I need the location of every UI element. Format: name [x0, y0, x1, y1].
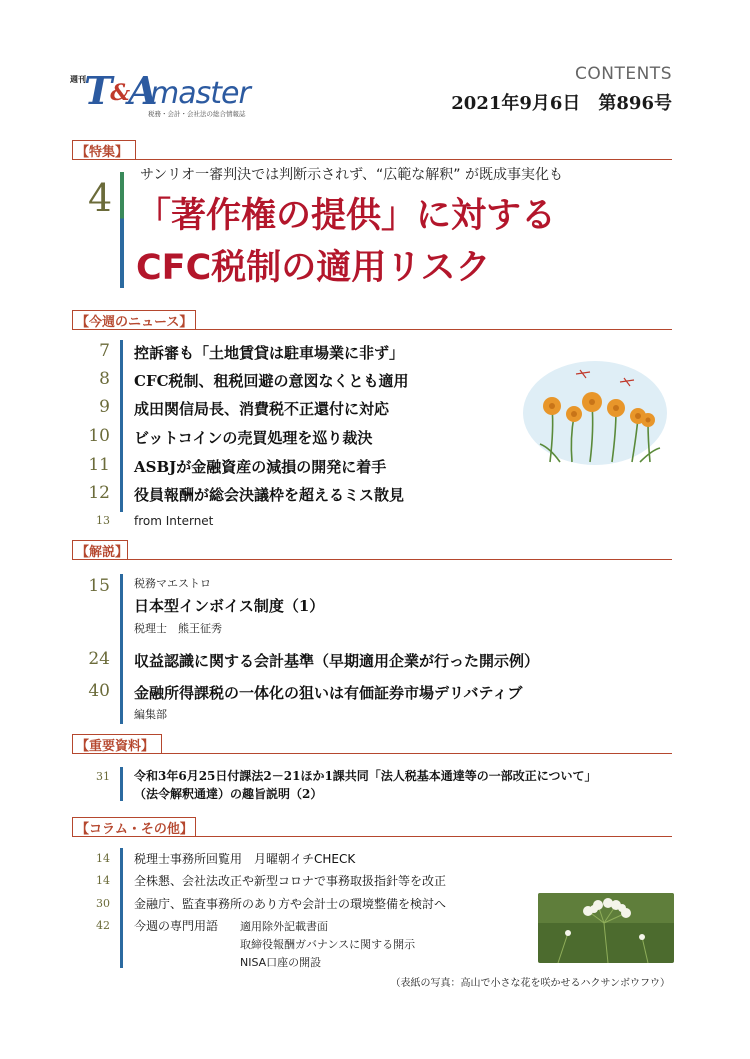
section-columns-header — [72, 817, 672, 839]
news-page-number: 8 — [99, 369, 110, 389]
section-commentary-header — [72, 540, 672, 562]
news-page-number: 7 — [99, 341, 110, 361]
news-accent-bar — [120, 340, 123, 512]
cosmos-flower-illustration — [520, 358, 670, 468]
columns-page-number: 42 — [96, 919, 110, 932]
commentary-item-title[interactable]: 日本型インボイス制度（1） — [134, 597, 325, 615]
news-item-title[interactable]: 役員報酬が総会決議枠を超えるミス散見 — [134, 486, 405, 504]
logo-master-text: master — [150, 76, 250, 111]
term-item[interactable]: 適用除外記載書面 — [240, 920, 328, 933]
feature-accent-bar — [120, 172, 124, 288]
columns-page-number: 14 — [96, 874, 110, 887]
cover-photo-thumbnail — [538, 893, 674, 963]
commentary-item-title[interactable]: 金融所得課税の一体化の狙いは有価証券市場デリバティブ — [134, 684, 523, 702]
issue-date-number: 2021年9月6日 第896号 — [451, 93, 672, 114]
commentary-kicker: 税務マエストロ — [134, 577, 211, 590]
section-title: 【重要資料】 — [76, 739, 155, 754]
feature-page-number: 4 — [88, 176, 113, 220]
news-item-title[interactable]: 成田関信局長、消費税不正還付に対応 — [134, 400, 390, 418]
documents-accent-bar — [120, 767, 123, 801]
commentary-page-number: 24 — [88, 649, 110, 669]
columns-page-number: 14 — [96, 852, 110, 865]
columns-item-title[interactable]: 全株懇、会社法改正や新型コロナで事務取扱指針等を改正 — [134, 874, 447, 888]
section-title: 【コラム・その他】 — [76, 822, 193, 837]
news-item-title[interactable]: 控訴審も「土地賃貸は駐車場業に非ず」 — [134, 344, 405, 362]
feature-title-line1[interactable]: 「著作権の提供」に対する — [136, 196, 557, 236]
section-documents-header — [72, 734, 672, 756]
section-rule — [196, 329, 672, 330]
section-title: 【今週のニュース】 — [76, 315, 193, 330]
feature-title-line2[interactable]: CFC税制の適用リスク — [136, 248, 491, 288]
columns-item-title[interactable]: 今週の専門用語 — [134, 919, 219, 933]
commentary-author: 税理士 熊王征秀 — [134, 622, 222, 635]
news-item-title[interactable]: ASBJが金融資産の減損の開発に着手 — [134, 458, 387, 476]
section-rule — [136, 159, 672, 160]
section-title: 【特集】 — [76, 145, 129, 160]
term-item[interactable]: NISA口座の開設 — [240, 956, 322, 969]
news-page-number: 9 — [99, 397, 110, 417]
news-page-number: 11 — [88, 455, 110, 475]
logo-weekly-label: 週刊 — [70, 75, 86, 84]
logo-subtitle: 税務・会計・会社法の総合情報誌 — [148, 110, 246, 118]
section-rule — [162, 753, 672, 754]
logo-ta-mark: T&A — [84, 68, 156, 113]
magazine-logo — [70, 66, 270, 118]
columns-item-title[interactable]: 税理士事務所回覧用 月曜朝イチCHECK — [134, 852, 356, 866]
contents-label: CONTENTS — [575, 64, 672, 84]
term-item[interactable]: 取締役報酬ガバナンスに関する開示 — [240, 938, 416, 951]
columns-accent-bar — [120, 848, 123, 968]
commentary-page-number: 40 — [88, 681, 110, 701]
documents-page-number: 31 — [96, 770, 110, 783]
columns-item-title[interactable]: 金融庁、監査事務所のあり方や会計士の環境整備を検討へ — [134, 897, 447, 911]
section-title: 【解説】 — [76, 545, 129, 560]
news-item-title[interactable]: CFC税制、租税回避の意図なくとも適用 — [134, 372, 409, 390]
news-page-number: 10 — [88, 426, 110, 446]
feature-subtitle: サンリオ一審判決では判断示されず、“広範な解釈” が既成事実化も — [140, 167, 563, 183]
news-page-number: 13 — [96, 514, 110, 527]
section-rule — [128, 559, 672, 560]
section-news-header — [72, 310, 672, 332]
news-item-title[interactable]: from Internet — [134, 514, 214, 528]
commentary-page-number: 15 — [88, 576, 110, 596]
news-page-number: 12 — [88, 483, 110, 503]
columns-page-number: 30 — [96, 897, 110, 910]
news-item-title[interactable]: ビットコインの売買処理を巡り裁決 — [134, 429, 373, 447]
commentary-author: 編集部 — [134, 708, 167, 721]
cover-photo-caption: （表紙の写真：高山で小さな花を咲かせるハクサンボウフウ） — [390, 978, 670, 989]
documents-title-line1[interactable]: 令和3年6月25日付課法2－21ほか1課共同「法人税基本通達等の一部改正について」 — [134, 769, 597, 783]
section-feature-header — [72, 140, 672, 162]
section-rule — [196, 836, 672, 837]
documents-title-line2[interactable]: （法令解釈通達）の趣旨説明（2） — [134, 787, 323, 801]
commentary-accent-bar — [120, 574, 123, 724]
commentary-item-title[interactable]: 収益認識に関する会計基準（早期適用企業が行った開示例） — [134, 652, 540, 670]
